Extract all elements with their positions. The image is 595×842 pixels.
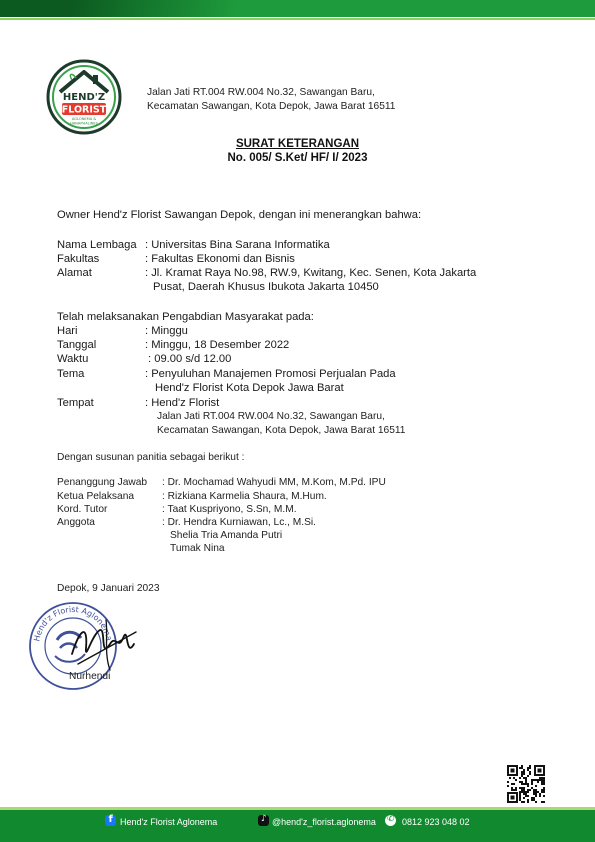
value-anggota-1: : Dr. Hendra Kurniawan, Lc., M.Si. [162, 517, 317, 528]
value-alamat-line2: Pusat, Daerah Khusus Ibukota Jakarta 10450 [153, 281, 379, 293]
value-tanggal: : Minggu, 18 Desember 2022 [145, 339, 290, 351]
top-border-line [0, 18, 595, 20]
top-border-shade [0, 0, 595, 17]
footer-whatsapp[interactable]: 0812 923 048 02 [402, 817, 470, 827]
value-tempat-line1: : Hend'z Florist [145, 397, 220, 409]
document-number: No. 005/ S.Ket/ HF/ I/ 2023 [227, 152, 368, 164]
whatsapp-icon: ✆ [387, 814, 395, 824]
footer-tiktok[interactable]: @hend'z_florist.aglonema [272, 817, 376, 827]
value-penanggung-jawab: : Dr. Mochamad Wahyudi MM, M.Kom, M.Pd. IPU [162, 477, 386, 488]
label-penanggung-jawab: Penanggung Jawab [57, 477, 148, 488]
value-nama-lembaga: : Universitas Bina Sarana Informatika [145, 239, 330, 251]
value-kord-tutor: : Taat Kuspriyono, S.Sn, M.M. [162, 504, 297, 515]
svg-text:AGLONEMA &: AGLONEMA & [71, 117, 97, 121]
place-date: Depok, 9 Januari 2023 [57, 583, 160, 594]
committee-intro: Dengan susunan panitia sebagai berikut : [57, 452, 245, 463]
value-waktu: : 09.00 s/d 12.00 [148, 353, 232, 365]
svg-text:HEND'Z: HEND'Z [62, 92, 106, 103]
header-address-line2: Kecamatan Sawangan, Kota Depok, Jawa Barat 16511 [147, 101, 396, 112]
qr-code [506, 764, 546, 804]
value-fakultas: : Fakultas Ekonomi dan Bisnis [145, 253, 295, 265]
signer-name: Nurhendi [69, 671, 111, 682]
value-tema-line2: Hend'z Florist Kota Depok Jawa Barat [155, 382, 344, 394]
label-alamat: Alamat [57, 267, 92, 279]
value-tempat-line2: Jalan Jati RT.004 RW.004 No.32, Sawangan Baru, [157, 411, 385, 422]
label-hari: Hari [57, 325, 78, 337]
label-anggota: Anggota [57, 517, 95, 528]
event-intro: Telah melaksanakan Pengabdian Masyarakat pada: [57, 311, 314, 323]
value-alamat-line1: : Jl. Kramat Raya No.98, RW.9, Kwitang, Kec. Senen, Kota Jakarta [145, 267, 477, 279]
svg-text:HANAPHALINES: HANAPHALINES [70, 121, 98, 126]
intro-statement: Owner Hend'z Florist Sawangan Depok, dengan ini menerangkan bahwa: [57, 209, 422, 221]
document-title: SURAT KETERANGAN [235, 138, 360, 150]
facebook-icon: f [105, 815, 116, 826]
svg-text:Hend'z Florist Aglonema: Hend'z Florist Aglonema [32, 604, 114, 643]
label-kord-tutor: Kord. Tutor [57, 504, 108, 515]
header-address-line1: Jalan Jati RT.004 RW.004 No.32, Sawangan Baru, [147, 87, 375, 98]
label-tema: Tema [57, 368, 85, 380]
company-logo [46, 58, 122, 136]
svg-text:FLORIST: FLORIST [61, 104, 107, 116]
value-tempat-line3: Kecamatan Sawangan, Kota Depok, Jawa Barat 16511 [157, 425, 406, 436]
value-tema-line1: : Penyuluhan Manajemen Promosi Perjualan Pada [145, 368, 396, 380]
footer-facebook[interactable]: Hend'z Florist Aglonema [120, 817, 218, 827]
value-hari: : Minggu [145, 325, 188, 337]
label-nama-lembaga: Nama Lembaga [57, 239, 137, 251]
value-ketua-pelaksana: : Rizkiana Karmelia Shaura, M.Hum. [162, 491, 327, 502]
label-fakultas: Fakultas [57, 253, 100, 265]
value-anggota-3: Tumak Nina [170, 543, 225, 554]
tiktok-icon: ♪ [258, 815, 269, 826]
label-waktu: Waktu [57, 353, 89, 365]
value-anggota-2: Shelia Tria Amanda Putri [170, 530, 283, 541]
label-tanggal: Tanggal [57, 339, 97, 351]
label-tempat: Tempat [57, 397, 94, 409]
label-ketua-pelaksana: Ketua Pelaksana [57, 491, 135, 502]
signature [66, 614, 146, 676]
